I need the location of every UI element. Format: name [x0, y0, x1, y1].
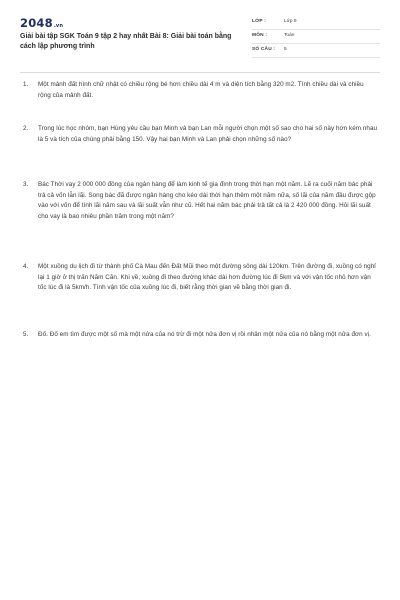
question-number: 5.: [23, 331, 29, 338]
worksheet-header: [0, 0, 400, 70]
site-logo[interactable]: [20, 16, 63, 30]
document-title: Giải bài tập SGK Toán 9 tập 2 hay nhất Bài 8: Giải bài toán bằng cách lập phương trình: [20, 33, 232, 50]
meta-row-class: [252, 16, 380, 30]
question-number: 1.: [23, 81, 29, 88]
question-text: Một xuồng du lịch đi từ thành phố Cà Mau đến Đất Mũi theo một đường sông dài 120km. Trên đường đi, xuồng có nghỉ lại 1 giờ ở thị trấn Năm Căn. Khi về, xuồng đi theo đường khác dài hơn đường lúc đi 5km và với vận tốc nhỏ hơn vận tốc lúc đi là 5km/h. Tính vận tốc của xuồng lúc đi, biết rằng thời gian về bằng thời gian đi.: [38, 263, 376, 291]
header-divider: [20, 72, 380, 73]
worksheet-meta: [252, 16, 380, 58]
question-number: 4.: [23, 263, 29, 270]
logo-suffix-text: .vn: [53, 23, 64, 29]
subject-value: Toán: [284, 33, 295, 38]
question-text: Đố. Đố em tìm được một số mà một nửa của nó trừ đi một nửa đơn vị rồi nhân một nửa của nó bằng một nửa đơn vị.: [38, 331, 371, 338]
question-count-label: SỐ CÂU :: [252, 47, 276, 52]
question-text: Trong lúc học nhóm, bạn Hùng yêu cầu bạn Minh và bạn Lan mỗi người chọn một số sao cho hai số này hơn kém nhau là 5 và tích của chúng phải bằng 150. Vậy hai bạn Minh và Lan phải chọn những số nào?: [38, 125, 378, 143]
question-text: Một mảnh đất hình chữ nhật có chiều rộng bé hơn chiều dài 4 m và diện tích bằng 320 m2. Tính chiều dài và chiều rộng của mảnh đất.: [38, 81, 364, 99]
class-label: LỚP :: [252, 19, 267, 24]
meta-row-question-count: [252, 44, 380, 58]
question-number: 2.: [23, 125, 29, 132]
meta-row-subject: [252, 30, 380, 44]
logo-main-text: 2048: [20, 16, 53, 30]
question-text: Bác Thời vay 2 000 000 đồng của ngân hàng để làm kinh tế gia đình trong thời hạn một năm. Lẽ ra cuối năm bác phải trả cả vốn lẫn lãi. Song bác đã được ngân hàng cho kéo dài thời hạn thêm một năm nữa, số lãi của năm đầu được gộp vào với vốn để tính lãi năm sau và lãi suất vẫn như cũ. Hết hai năm bác phải trả tất cả là 2 420 000 đồng. Hỏi lãi suất cho vay là bao nhiêu phần trăm trong một năm?: [38, 181, 376, 220]
question-number: 3.: [23, 181, 29, 188]
class-value: Lớp 9: [284, 19, 297, 24]
subject-label: MÔN :: [252, 33, 268, 38]
question-count-value: 5: [284, 47, 287, 52]
